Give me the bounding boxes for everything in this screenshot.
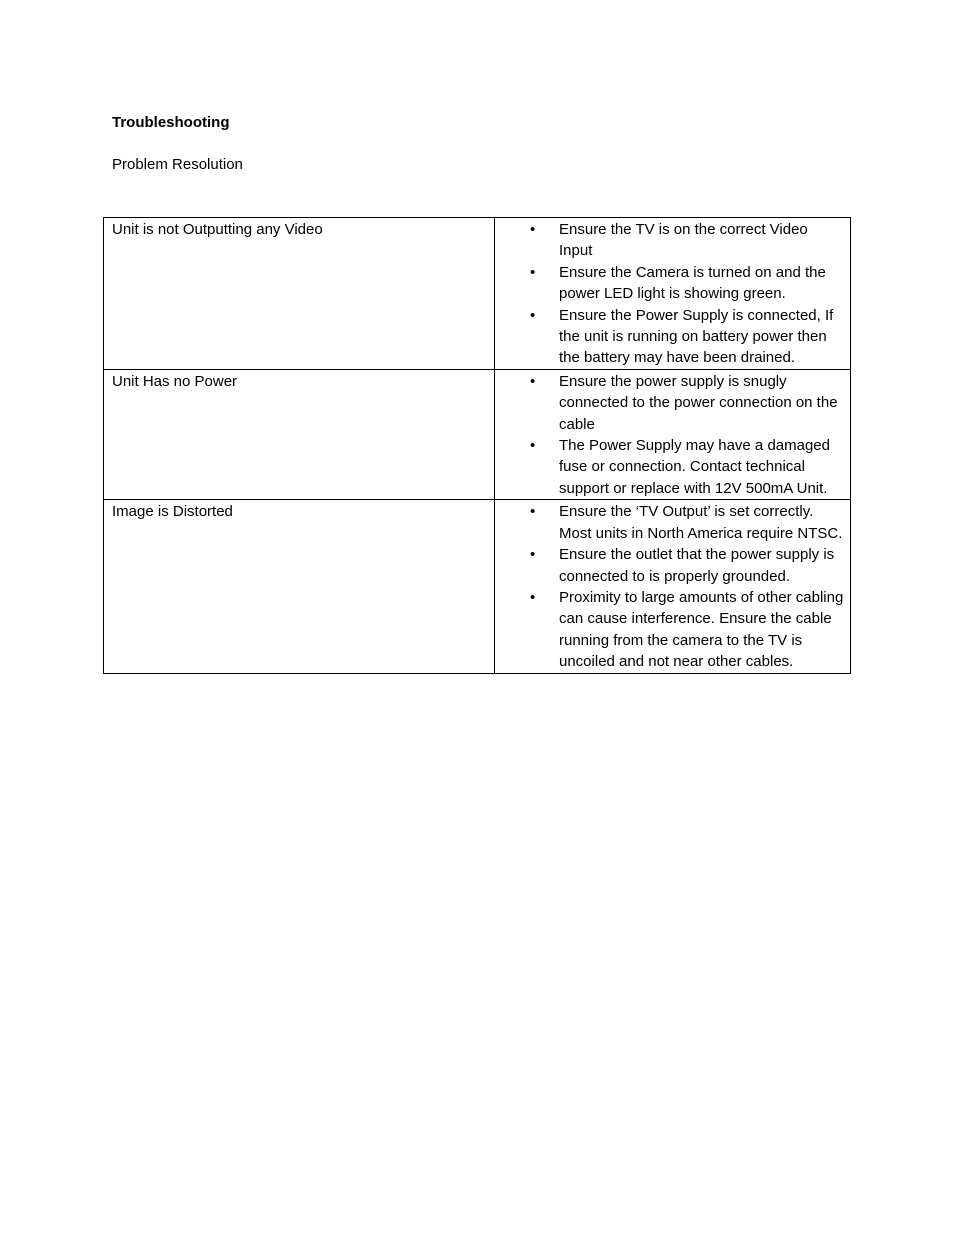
resolution-text: Ensure the TV is on the correct Video Input (559, 221, 808, 260)
bullet-icon: • (530, 546, 536, 564)
resolution-text: Ensure the Power Supply is connected, If the unit is running on battery power then the battery may have been drained. (559, 306, 834, 367)
problem-cell: Image is Distorted (104, 500, 495, 673)
resolution-text: Ensure the Camera is turned on and the power LED light is showing green. (559, 263, 826, 303)
table-row (104, 500, 851, 673)
list-item (495, 305, 844, 369)
resolution-list (495, 219, 844, 369)
problem-cell: Unit Has no Power (104, 369, 495, 499)
resolution-text: Ensure the outlet that the power supply is connected to is properly grounded. (559, 546, 835, 585)
bullet-icon: • (530, 221, 536, 238)
list-item (495, 262, 844, 305)
resolution-text: Ensure the ‘TV Output’ is set correctly. Most units in North America require NTSC. (559, 503, 843, 542)
resolution-list (495, 501, 844, 672)
resolution-list (495, 371, 844, 499)
resolution-cell (495, 500, 851, 673)
resolution-cell (495, 369, 851, 499)
bullet-icon: • (530, 306, 536, 324)
list-item (495, 544, 844, 587)
table-row (104, 218, 851, 370)
section-subtitle: Problem Resolution (112, 156, 243, 173)
resolution-cell (495, 218, 851, 370)
list-item (495, 219, 844, 262)
list-item (495, 371, 844, 435)
resolution-text: Proximity to large amounts of other cabling can cause interference. Ensure the cable running from the camera to the TV is uncoiled and not near other cables. (559, 588, 844, 671)
bullet-icon: • (530, 437, 536, 455)
resolution-text: Ensure the power supply is snugly connected to the power connection on the cable (559, 372, 838, 433)
list-item (495, 587, 844, 673)
table-row (104, 369, 851, 499)
resolution-text: The Power Supply may have a damaged fuse or connection. Contact technical support or replace with 12V 500mA Unit. (559, 437, 830, 497)
bullet-icon: • (530, 503, 536, 521)
problem-cell: Unit is not Outputting any Video (104, 218, 495, 370)
bullet-icon: • (530, 588, 536, 606)
troubleshooting-table (103, 217, 851, 674)
bullet-icon: • (530, 263, 536, 281)
list-item (495, 501, 844, 544)
list-item (495, 435, 844, 499)
bullet-icon: • (530, 372, 536, 390)
page-title: Troubleshooting (112, 114, 230, 131)
